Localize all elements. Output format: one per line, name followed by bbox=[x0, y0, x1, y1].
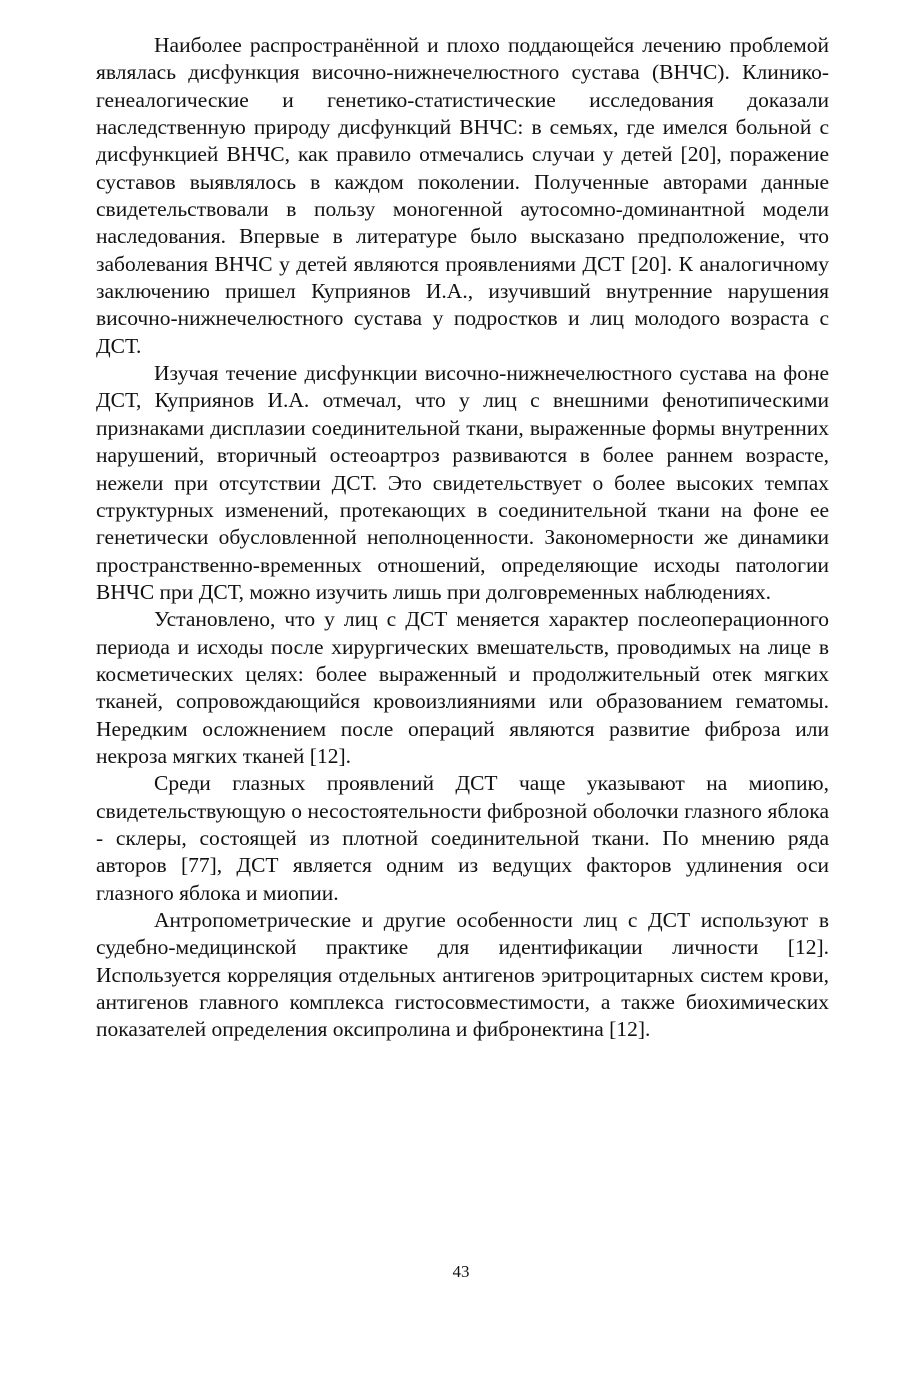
paragraph-postoperative-period: Установлено, что у лиц с ДСТ меняется характер послеоперационного периода и исходы после хирургических вмешательств, проводимых на лице в косметических целях: более выраженный и продолжительный отек мягких тканей, сопровождающийся кровоизлияниями или образованием гематомы. Нередким осложнением после операций являются развитие фиброза или некроза мягких тканей [12]. bbox=[96, 607, 829, 768]
paragraph-ocular-manifestations: Среди глазных проявлений ДСТ чаще указывают на миопию, свидетельствующую о несостоятельности фиброзной оболочки глазного яблока - склеры, состоящей из плотной соединительной ткани. По мнению ряда авторов [77], ДСТ является одним из ведущих факторов удлинения оси глазного яблока и миопии. bbox=[96, 771, 829, 905]
page-number: 43 bbox=[452, 1262, 470, 1281]
body-text bbox=[96, 32, 829, 1044]
paragraph-tmj-course-kupriyanov: Изучая течение дисфункции височно-нижнечелюстного сустава на фоне ДСТ, Куприянов И.А. отмечал, что у лиц с внешними фенотипическими признаками дисплазии соединительной ткани, выраженные формы внутренних нарушений, вторичный остеоартроз развиваются в более раннем возрасте, нежели при отсутствии ДСТ. Это свидетельствует о более высоких темпах структурных изменений, протекающих в соединительной ткани на фоне ее генетически обусловленной неполноценности. Закономерности же динамики пространственно-временных отношений, определяющие исходы патологии ВНЧС при ДСТ, можно изучить лишь при долговременных наблюдениях. bbox=[96, 361, 829, 604]
paragraph-tmj-dysfunction-heredity: Наиболее распространённой и плохо поддающейся лечению проблемой являлась дисфункция височно-нижнечелюстного сустава (ВНЧС). Клинико-генеалогические и генетико-статистические исследования доказали наследственную природу дисфункций ВНЧС: в семьях, где имелся больной с дисфункцией ВНЧС, как правило отмечались случаи у детей [20], поражение суставов выявлялось в каждом поколении. Полученные авторами данные свидетельствовали в пользу моногенной аутосомно-доминантной модели наследования. Впервые в литературе было высказано предположение, что заболевания ВНЧС у детей являются проявлениями ДСТ [20]. К аналогичному заключению пришел Куприянов И.А., изучивший внутренние нарушения височно-нижнечелюстного сустава у подростков и лиц молодого возраста с ДСТ. bbox=[96, 33, 829, 358]
paragraph-forensic-identification: Антропометрические и другие особенности лиц с ДСТ используют в судебно-медицинской практике для идентификации личности [12]. Используется корреляция отдельных антигенов эритроцитарных систем крови, антигенов главного комплекса гистосовместимости, а также биохимических показателей определения оксипролина и фибронектина [12]. bbox=[96, 908, 829, 1042]
